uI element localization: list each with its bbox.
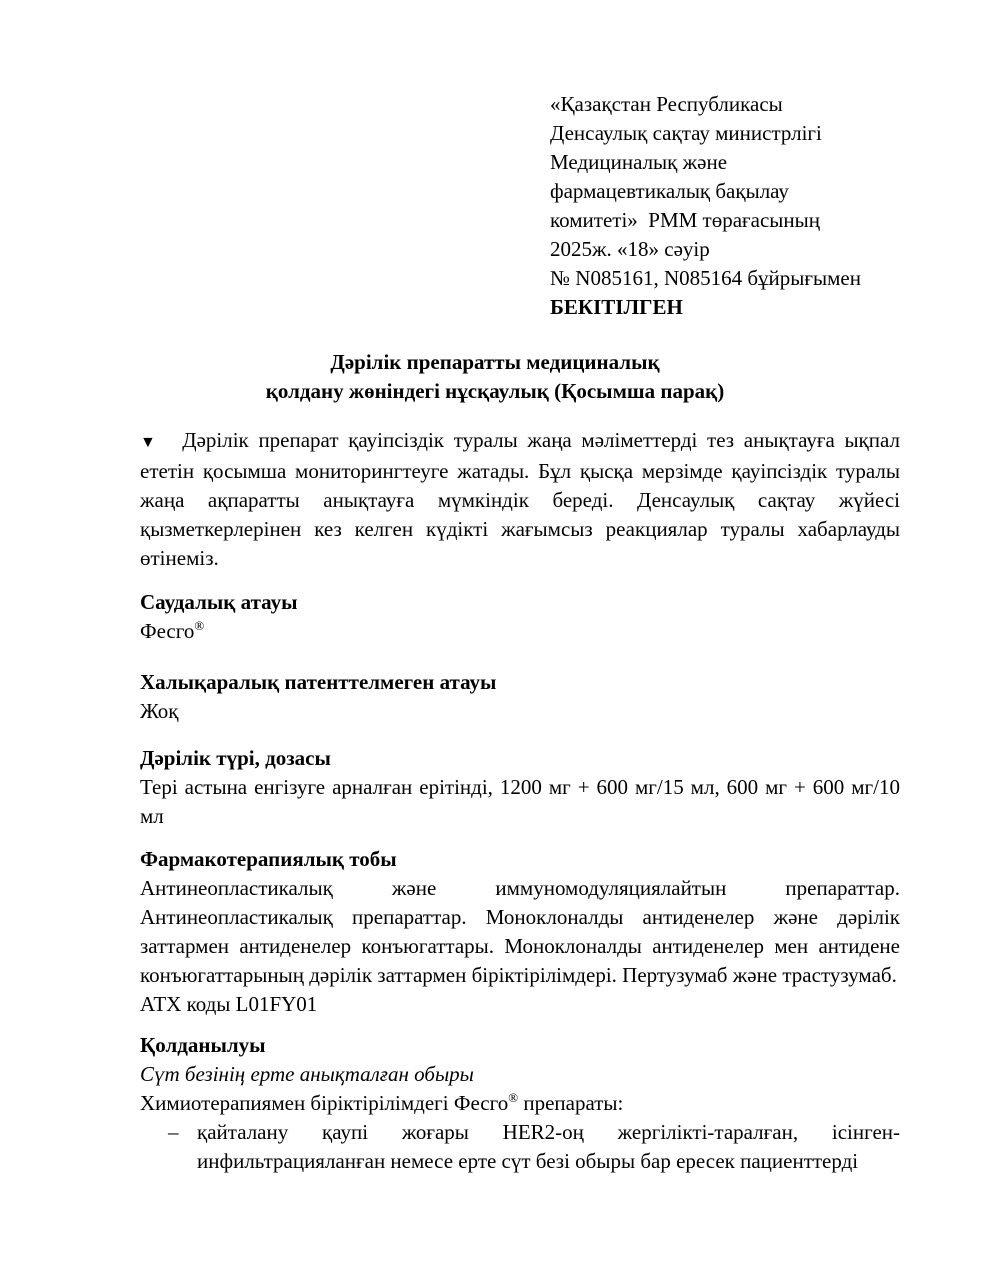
document-title xyxy=(140,348,850,406)
approval-order-number-line: № N085161, N085164 бұйрығымен xyxy=(550,266,861,290)
section-inn xyxy=(140,668,900,726)
approval-block xyxy=(550,90,900,322)
indication-bullet-item xyxy=(140,1118,900,1176)
section-dosage-form xyxy=(140,744,900,831)
section-indications xyxy=(140,1031,900,1176)
approval-line: Медициналық және xyxy=(550,150,728,174)
pharma-group-value: Антинеопластикалық және иммуномодуляциялайтын препараттар. Антинеопластикалық препараттар. Моноклоналды антиденелер және дәрілік заттармен антиденелер конъюгаттары. Моноклоналды антиденелер мен антидене конъюгаттарының дәрілік заттармен біріктірілімдері. Пертузумаб және трастузумаб. xyxy=(140,876,900,987)
dosage-form-value: Тері астына енгізуге арналған ерітінді, 1200 мг + 600 мг/15 мл, 600 мг + 600 мг/10 мл xyxy=(140,775,900,828)
dash-bullet-icon: – xyxy=(168,1120,179,1144)
pharma-group-heading: Фармакотерапиялық тобы xyxy=(140,847,397,871)
section-pharmacotherapeutic-group xyxy=(140,845,900,1019)
approval-line: «Қазақстан Республикасы xyxy=(550,92,783,116)
indications-intro-tail: препараты: xyxy=(518,1091,624,1115)
document-title-line1: Дәрілік препаратты медициналық xyxy=(330,350,660,374)
black-triangle-icon: ▼ xyxy=(140,434,161,451)
indications-intro-line xyxy=(140,1089,900,1118)
approval-date-line: 2025ж. «18» сәуір xyxy=(550,237,710,261)
document-title-line2: қолдану жөніндегі нұсқаулық (Қосымша парақ) xyxy=(265,379,725,403)
safety-monitoring-notice xyxy=(140,426,900,573)
indication-bullet-text: қайталану қаупі жоғары HER2-оң жергілікті-таралған, ісінген-инфильтрацияланған немесе ерте сүт безі обыры бар ересек пациенттерді xyxy=(197,1120,900,1173)
section-trade-name xyxy=(140,588,900,646)
indications-intro-text: Химиотерапиямен біріктірілімдегі Фесго xyxy=(140,1091,509,1115)
indications-heading: Қолданылуы xyxy=(140,1033,266,1057)
approval-line: Денсаулық сақтау министрлігі xyxy=(550,121,822,145)
approval-line: фармацевтикалық бақылау xyxy=(550,179,789,203)
dosage-form-heading: Дәрілік түрі, дозасы xyxy=(140,746,331,770)
registered-trademark-symbol: ® xyxy=(508,1090,519,1105)
inn-value: Жоқ xyxy=(140,699,179,723)
inn-heading: Халықаралық патенттелмеген атауы xyxy=(140,670,497,694)
atc-code-line: АТХ коды L01FY01 xyxy=(140,992,318,1016)
indications-subheading-early-breast-cancer: Сүт безінің ерте анықталған обыры xyxy=(140,1062,474,1086)
safety-monitoring-text: Дәрілік препарат қауіпсіздік туралы жаңа мәліметтерді тез анықтауға ықпал ететін қосымша мониторингтеуге жатады. Бұл қысқа мерзімде қауіпсіздік туралы жаңа ақпаратты анықтауға мүмкіндік береді. Денсаулық сақтау жүйесі қызметкерлерінен кез келген күдікті жағымсыз реакциялар туралы хабарлауды өтінеміз. xyxy=(140,428,900,570)
registered-trademark-symbol: ® xyxy=(194,618,205,633)
trade-name-value xyxy=(140,617,900,646)
trade-name-text: Фесго xyxy=(140,619,195,643)
approval-line: комитеті» РММ төрағасының xyxy=(550,208,820,232)
trade-name-heading: Саудалық атауы xyxy=(140,590,298,614)
approved-label: БЕКІТІЛГЕН xyxy=(550,295,683,319)
